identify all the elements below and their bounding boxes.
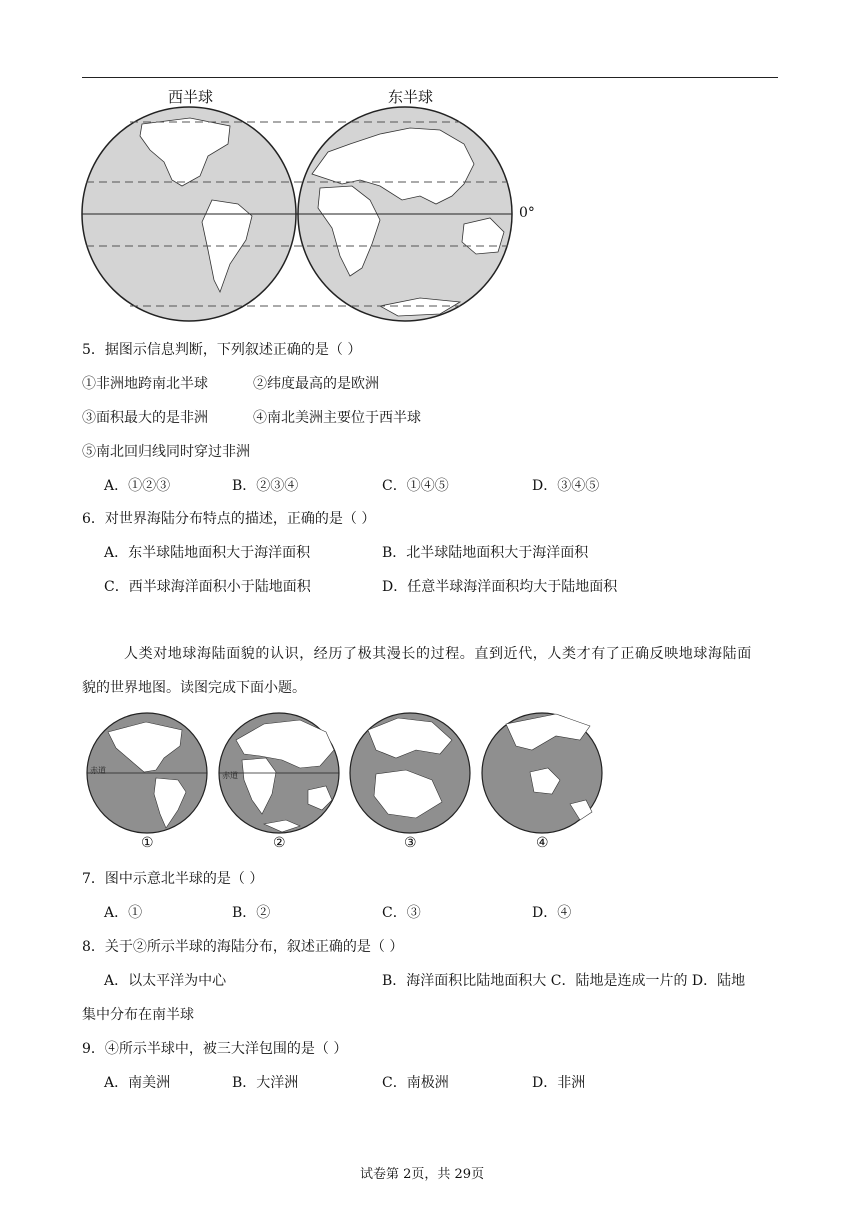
question-stem: 9．④所示半球中，被三大洋包围的是（ ） (82, 1041, 348, 1057)
equator-label: 0° (519, 205, 535, 221)
page-footer: 试卷第 2页，共 29页 (360, 1167, 485, 1182)
option-b[interactable]: B．②③④ (232, 478, 299, 494)
globe-label: ① (141, 835, 154, 851)
option-b[interactable]: B．北半球陆地面积大于海洋面积 (382, 545, 589, 561)
option-b[interactable]: B．大洋洲 (232, 1075, 299, 1091)
hemispheres-map (80, 104, 540, 324)
intro-line-1: 人类对地球海陆面貌的认识，经历了极其漫长的过程。直到近代，人类才有了正确反映地球海陆面 (124, 646, 752, 662)
equator-text: 赤道 (90, 766, 106, 775)
statement: ⑤南北回归线同时穿过非洲 (82, 444, 250, 460)
option-bcd[interactable]: B．海洋面积比陆地面积大 C．陆地是连成一片的 D．陆地 (382, 973, 746, 989)
globe-label: ④ (536, 835, 549, 851)
west-hemisphere-label: 西半球 (168, 88, 214, 106)
option-continuation: 集中分布在南半球 (82, 1007, 194, 1023)
option-c[interactable]: C．①④⑤ (382, 478, 449, 494)
option-a[interactable]: A．以太平洋为中心 (104, 973, 227, 989)
option-d[interactable]: D．非洲 (532, 1075, 586, 1091)
option-c[interactable]: C．西半球海洋面积小于陆地面积 (104, 579, 311, 595)
globe-label: ② (273, 835, 286, 851)
option-a[interactable]: A．①②③ (104, 478, 171, 494)
option-d[interactable]: D．④ (532, 905, 572, 921)
equator-text: 赤道 (222, 771, 238, 780)
option-a[interactable]: A．南美洲 (104, 1075, 171, 1091)
statement: ①非洲地跨南北半球 (82, 376, 208, 392)
east-hemisphere-label: 东半球 (388, 88, 434, 106)
globes-map (86, 710, 606, 840)
option-a[interactable]: A．东半球陆地面积大于海洋面积 (104, 545, 311, 561)
statement: ②纬度最高的是欧洲 (253, 376, 379, 392)
question-stem: 7．图中示意北半球的是（ ） (82, 871, 264, 887)
option-d[interactable]: D．③④⑤ (532, 478, 600, 494)
globe-label: ③ (404, 835, 417, 851)
question-stem: 8．关于②所示半球的海陆分布，叙述正确的是（ ） (82, 939, 404, 955)
option-d[interactable]: D．任意半球海洋面积均大于陆地面积 (382, 579, 618, 595)
statement: ③面积最大的是非洲 (82, 410, 208, 426)
question-stem: 6．对世界海陆分布特点的描述，正确的是（ ） (82, 511, 376, 527)
option-b[interactable]: B．② (232, 905, 271, 921)
option-c[interactable]: C．③ (382, 905, 421, 921)
option-c[interactable]: C．南极洲 (382, 1075, 449, 1091)
intro-line-2: 貌的世界地图。读图完成下面小题。 (82, 680, 306, 696)
header-rule (82, 77, 778, 78)
option-a[interactable]: A．① (104, 905, 143, 921)
question-stem: 5．据图示信息判断，下列叙述正确的是（ ） (82, 342, 362, 358)
statement: ④南北美洲主要位于西半球 (253, 410, 421, 426)
